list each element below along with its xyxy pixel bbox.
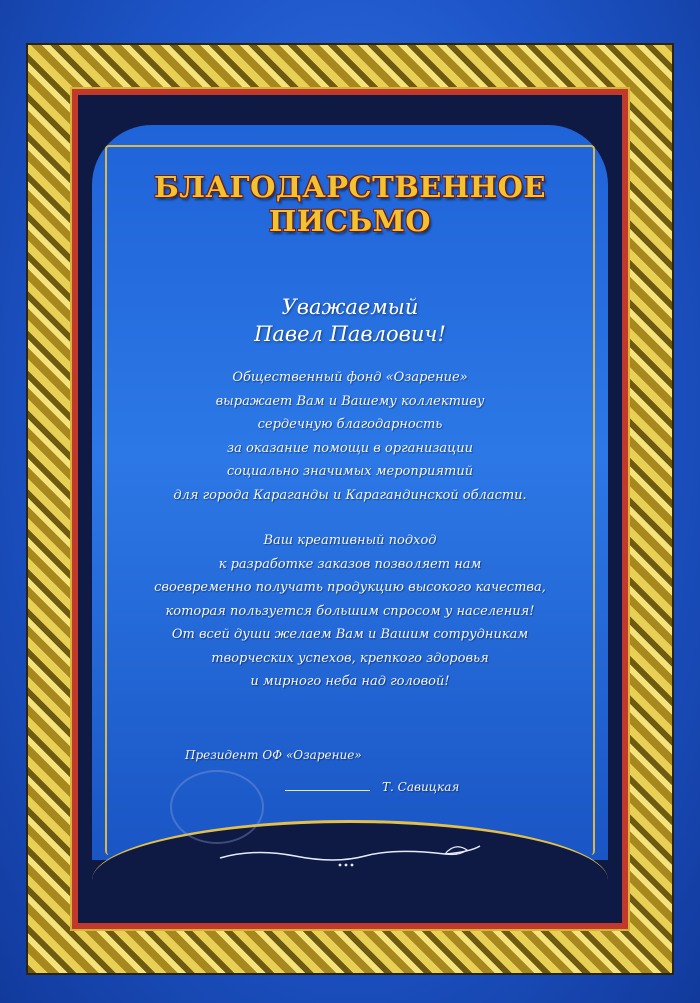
paragraph-line: От всей души желаем Вам и Вашим сотрудникам — [171, 627, 529, 642]
signer-name: Т. Савицкая — [382, 780, 460, 794]
letter-title — [105, 170, 595, 238]
paragraph-line: Ваш креативный подход — [263, 533, 437, 548]
stamp-mark — [170, 770, 264, 844]
paragraph-line: которая пользуется большим спросом у населения! — [165, 603, 535, 619]
letter-content — [105, 170, 595, 694]
greeting-line-2: Павел Павлович! — [254, 322, 446, 346]
title-line-2: ПИСЬМО — [268, 204, 432, 238]
paragraph-gratitude — [105, 366, 595, 507]
signer-title: Президент ОФ «Озарение» — [185, 748, 362, 762]
signature-line — [285, 790, 370, 791]
paragraph-line: для города Караганды и Карагандинской области. — [173, 487, 527, 503]
paragraph-line: и мирного неба над головой! — [250, 674, 450, 689]
paragraph-line: творческих успехов, крепкого здоровья — [211, 650, 489, 666]
flourish-ornament — [215, 838, 485, 868]
paragraph-line: за оказание помощи в организации — [227, 440, 473, 456]
title-line-1: БЛАГОДАРСТВЕННОЕ — [154, 170, 546, 204]
paragraph-wishes — [105, 529, 595, 694]
greeting — [105, 294, 595, 348]
paragraph-line: сердечную благодарность — [257, 417, 443, 432]
paragraph-line: выражает Вам и Вашему коллективу — [215, 393, 485, 409]
paragraph-line: Общественный фонд «Озарение» — [232, 370, 468, 385]
paragraph-line: своевременно получать продукцию высокого качества, — [154, 580, 546, 595]
paragraph-line: к разработке заказов позволяет нам — [218, 556, 482, 572]
paragraph-line: социально значимых мероприятий — [226, 464, 474, 479]
greeting-line-1: Уважаемый — [281, 295, 419, 319]
